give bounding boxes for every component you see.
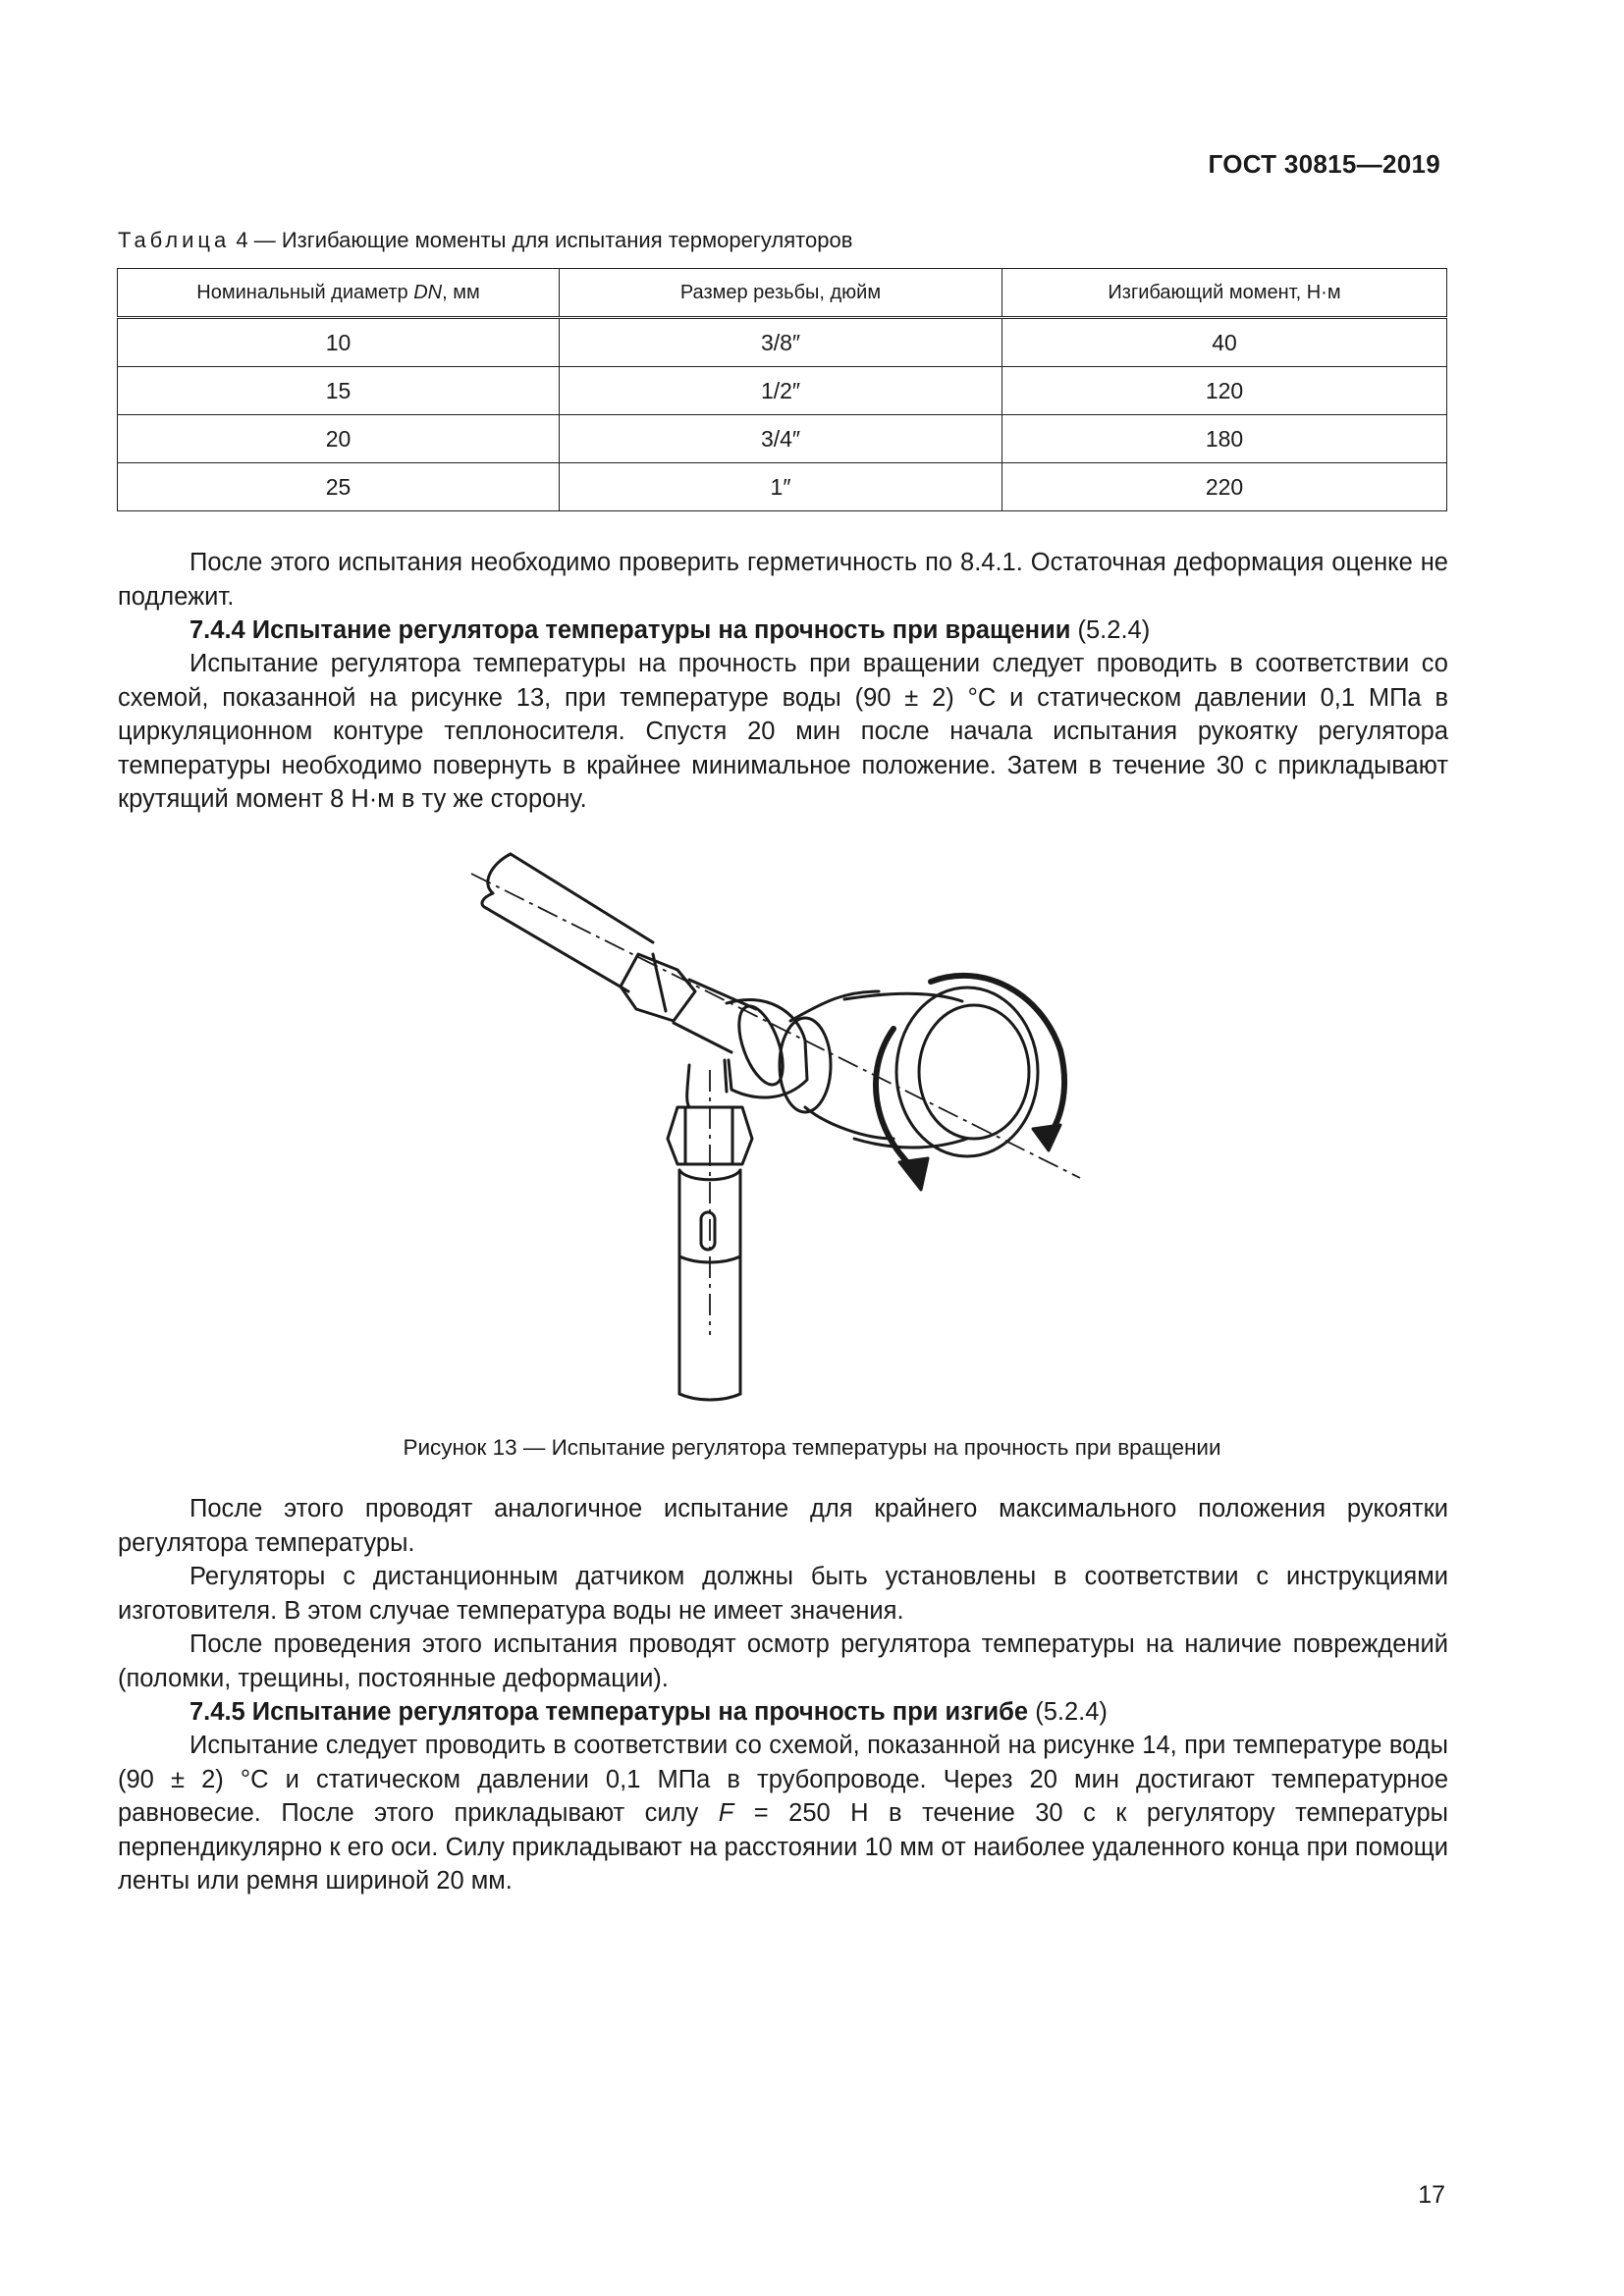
cell-thread: 1/2″: [560, 367, 1002, 415]
table-caption: [118, 228, 852, 253]
cell-moment: 40: [1002, 318, 1447, 367]
col-header-diameter: Номинальный диаметр DN, мм: [118, 269, 560, 318]
cell-thread: 3/4″: [560, 415, 1002, 463]
table-header-row: [118, 269, 1447, 318]
table-row: [118, 415, 1447, 463]
cell-moment: 180: [1002, 415, 1447, 463]
table-row: [118, 367, 1447, 415]
figure-13-caption: Рисунок 13 — Испытание регулятора температуры на прочность при вращении: [403, 1435, 1221, 1460]
section-7-4-4-heading: 7.4.4 Испытание регулятора температуры на прочность при вращении (5.2.4): [189, 616, 1151, 644]
table-caption-label: Таблица: [118, 228, 231, 252]
cell-dn: 20: [118, 415, 560, 463]
cell-dn: 10: [118, 318, 560, 367]
table-row: [118, 318, 1447, 367]
page-number: 17: [1418, 2181, 1445, 2209]
cell-dn: 15: [118, 367, 560, 415]
table-row: [118, 463, 1447, 511]
cell-moment: 120: [1002, 367, 1447, 415]
paragraph-remote-sensor: Регуляторы с дистанционным датчиком должны быть установлены в соответствии с инструкциями изготовителя. В этом случае температура воды не имеет значения.: [118, 1563, 1448, 1625]
table-caption-text: 4 — Изгибающие моменты для испытания терморегуляторов: [230, 228, 853, 252]
col-header-moment: Изгибающий момент, Н·м: [1002, 269, 1447, 318]
paragraph-bending-test: Испытание следует проводить в соответствии со схемой, показанной на рисунке 14, при температуре воды (90 ± 2) °С и статическом давлении 0,1 МПа в трубопроводе. Через 20 мин достигают температурное равновесие. После этого прикладывают силу F = 250 Н в течение 30 с к регулятору температуры перпендикулярно к его оси. Силу прикладывают на расстоянии 10 мм от наиболее удаленного конца при помощи ленты или ремня шириной 20 мм.: [118, 1732, 1448, 1895]
paragraph-after-table: После этого испытания необходимо проверить герметичность по 8.4.1. Остаточная деформация оценке не подлежит.: [118, 549, 1448, 611]
cell-thread: 3/8″: [560, 318, 1002, 367]
paragraph-inspection: После проведения этого испытания проводят осмотр регулятора температуры на наличие повреждений (поломки, трещины, постоянные деформации).: [118, 1630, 1448, 1692]
bending-moments-table: [117, 268, 1447, 511]
figure-13-drawing: [432, 844, 1119, 1404]
paragraph-rotation-test: Испытание регулятора температуры на прочность при вращении следует проводить в соответствии со схемой, показанной на рисунке 13, при температуре воды (90 ± 2) °С и статическом давлении 0,1 МПа в циркуляционном контуре теплоносителя. Спустя 20 мин после начала испытания рукоятку регулятора температуры необходимо повернуть в крайнее минимальное положение. Затем в течение 30 с прикладывают крутящий момент 8 Н·м в ту же сторону.: [118, 650, 1448, 813]
cell-moment: 220: [1002, 463, 1447, 511]
paragraph-max-position: После этого проводят аналогичное испытание для крайнего максимального положения рукоятки регулятора температуры.: [118, 1495, 1448, 1557]
section-7-4-5-heading: 7.4.5 Испытание регулятора температуры на прочность при изгибе (5.2.4): [189, 1698, 1108, 1726]
col-header-thread: Размер резьбы, дюйм: [560, 269, 1002, 318]
cell-dn: 25: [118, 463, 560, 511]
document-code: ГОСТ 30815—2019: [1208, 149, 1440, 179]
cell-thread: 1″: [560, 463, 1002, 511]
